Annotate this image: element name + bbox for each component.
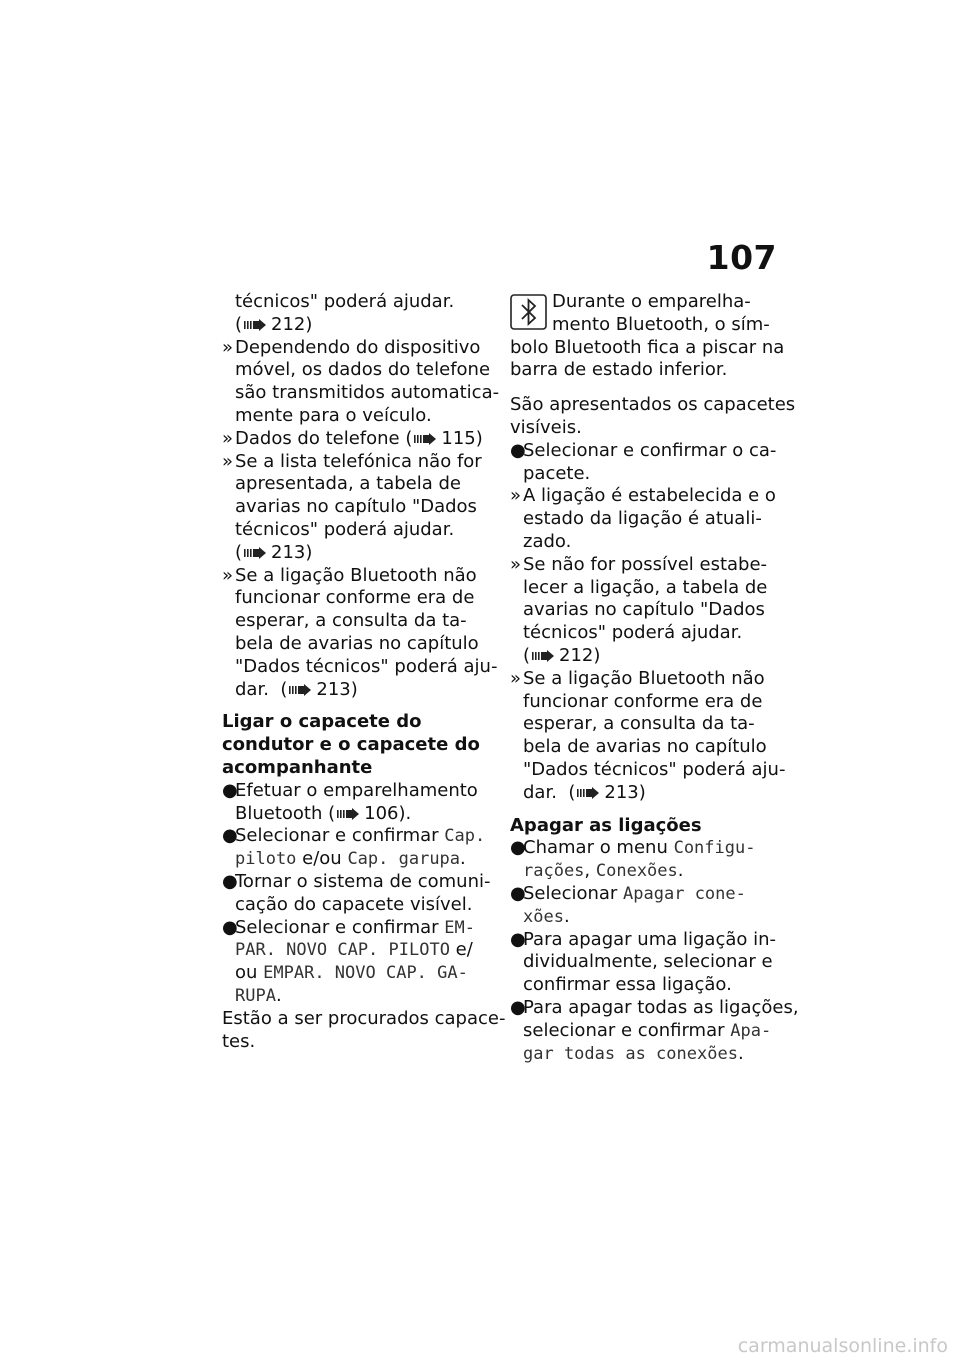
- text-line: Selecionar e confirmar: [235, 916, 445, 938]
- action-item: [222, 871, 494, 894]
- section-heading-line: Ligar o capacete do: [222, 711, 422, 733]
- result-item: [222, 565, 494, 588]
- text-line: são transmitidos automatica-: [235, 382, 500, 404]
- result-marker: »: [222, 336, 234, 358]
- text-line: Selecionar: [523, 882, 624, 904]
- text-line: bela de avarias no capítulo: [523, 736, 767, 758]
- reference-page[interactable]: 213): [316, 678, 358, 700]
- reference-page[interactable]: 212): [559, 644, 601, 666]
- result-item: [222, 451, 494, 474]
- text-line: técnicos" poderá ajudar.: [235, 291, 455, 312]
- text-line: São apresentados os capacetes: [510, 394, 796, 416]
- action-item: [510, 883, 780, 906]
- text-line: tes.: [222, 1030, 256, 1052]
- reference-arrow-icon[interactable]: [337, 808, 361, 820]
- result-item: [510, 668, 780, 691]
- menu-term: Conexões: [595, 861, 678, 882]
- text-line: [222, 962, 494, 985]
- result-marker: »: [222, 450, 234, 472]
- reference-arrow-icon[interactable]: [289, 684, 313, 696]
- text-line: Tornar o sistema de comuni-: [235, 870, 491, 892]
- menu-term: Apa-: [730, 1020, 772, 1041]
- text-line: funcionar conforme era de: [523, 690, 763, 712]
- bluetooth-icon: [510, 294, 547, 330]
- text-line: visíveis.: [510, 416, 582, 438]
- text-line: esperar, a consulta da ta-: [523, 713, 755, 735]
- text-line: dar. (: [235, 678, 288, 700]
- menu-term: Cap. garupa: [347, 849, 461, 870]
- text-line: Chamar o menu: [523, 837, 674, 859]
- text-line: mente para o veículo.: [235, 404, 432, 426]
- text-fragment: .: [563, 905, 570, 927]
- menu-term: Cap.: [444, 826, 486, 847]
- result-marker: »: [222, 564, 234, 586]
- result-item: [222, 337, 494, 360]
- menu-term: RUPA: [235, 985, 276, 1006]
- reference-arrow-icon[interactable]: [244, 319, 268, 331]
- text-fragment: selecionar e confirmar: [523, 1019, 731, 1041]
- reference-page[interactable]: 213): [604, 781, 646, 803]
- menu-term: EM-: [444, 917, 475, 938]
- reference-arrow-icon[interactable]: [414, 433, 438, 445]
- text-line: técnicos" poderá ajudar.: [235, 518, 455, 540]
- text-fragment: ou: [235, 962, 264, 984]
- text-line: móvel, os dados do telefone: [235, 359, 491, 381]
- reference-page[interactable]: 106).: [364, 802, 412, 824]
- reference-arrow-icon[interactable]: [577, 787, 601, 799]
- result-marker: »: [510, 667, 522, 689]
- reference-line: [510, 782, 780, 805]
- text-line: técnicos" poderá ajudar.: [523, 622, 743, 644]
- menu-term: PAR. NOVO CAP. PILOTO: [235, 940, 450, 961]
- text-line: lecer a ligação, a tabela de: [523, 576, 768, 598]
- text-line: funcionar conforme era de: [235, 587, 475, 609]
- text-line: bolo Bluetooth fica a piscar na: [510, 336, 785, 358]
- action-item: [510, 929, 780, 952]
- result-marker: »: [222, 427, 234, 449]
- action-marker: ●: [510, 996, 526, 1018]
- text-line: Se não for possível estabe-: [523, 553, 768, 575]
- menu-term: xões: [523, 906, 564, 927]
- action-item: [510, 837, 780, 860]
- text-line: Se a lista telefónica não for: [235, 450, 482, 472]
- left-column: [222, 291, 506, 1053]
- text-line: Para apagar uma ligação in-: [523, 928, 777, 950]
- text-line: Durante o emparelha-: [552, 291, 751, 312]
- bluetooth-note: [510, 291, 785, 382]
- action-marker: ●: [510, 882, 526, 904]
- watermark: carmanualsonline.info: [737, 1335, 948, 1357]
- paren: (: [523, 644, 531, 666]
- text-line: barra de estado inferior.: [510, 359, 728, 381]
- action-marker: ●: [222, 825, 238, 847]
- reference-line: [510, 645, 780, 668]
- text-line: esperar, a consulta da ta-: [235, 610, 467, 632]
- paren: (: [235, 541, 243, 563]
- action-item: [222, 825, 494, 848]
- result-item: [222, 428, 494, 451]
- section-heading-line: acompanhante: [222, 756, 373, 778]
- text-line: [510, 906, 780, 929]
- section-heading: Apagar as ligações: [510, 814, 702, 836]
- text-line: [222, 939, 494, 962]
- text-line: "Dados técnicos" poderá aju-: [523, 758, 786, 780]
- text-line: [222, 848, 494, 871]
- text-line: estado da ligação é atuali-: [523, 508, 762, 530]
- text-fragment: .: [460, 848, 466, 870]
- text-line: mento Bluetooth, o sím-: [552, 313, 770, 335]
- action-item: [222, 780, 494, 803]
- text-line: dar. (: [523, 781, 576, 803]
- text-line: [510, 1020, 780, 1043]
- page-number: 107: [706, 238, 777, 277]
- action-marker: ●: [222, 779, 238, 801]
- text-line: bela de avarias no capítulo: [235, 632, 479, 654]
- text-line: zado.: [523, 530, 572, 552]
- text-line: [222, 985, 494, 1008]
- text-line: pacete.: [523, 462, 591, 484]
- menu-term: gar todas as conexões: [523, 1043, 738, 1064]
- reference-page[interactable]: 213): [271, 541, 313, 563]
- menu-term: EMPAR. NOVO CAP. GA-: [263, 963, 468, 984]
- action-marker: ●: [510, 928, 526, 950]
- menu-term: piloto: [235, 849, 297, 870]
- text-line: Selecionar e confirmar: [235, 825, 445, 847]
- action-marker: ●: [222, 870, 238, 892]
- text-line: Bluetooth (: [235, 802, 336, 824]
- section-heading-line: condutor e o capacete do: [222, 734, 480, 756]
- text-line: A ligação é estabelecida e o: [523, 485, 776, 507]
- action-item: [510, 440, 780, 463]
- text-line: [510, 1043, 780, 1066]
- reference-line: [222, 679, 494, 702]
- text-line: Efetuar o emparelhamento: [235, 779, 478, 801]
- result-item: [510, 485, 780, 508]
- text-fragment: .: [275, 984, 282, 1006]
- action-marker: ●: [222, 916, 238, 938]
- text-line: avarias no capítulo "Dados: [523, 599, 765, 621]
- text-line: Dados do telefone (: [235, 427, 413, 449]
- text-fragment: .: [737, 1042, 744, 1064]
- text-line: dividualmente, selecionar e: [523, 951, 773, 973]
- result-marker: »: [510, 553, 522, 575]
- text-line: Se a ligação Bluetooth não: [523, 667, 765, 689]
- text-line: [510, 860, 780, 883]
- paren: (: [235, 313, 243, 335]
- text-line: Estão a ser procurados capace-: [222, 1007, 506, 1029]
- text-line: avarias no capítulo "Dados: [235, 496, 477, 518]
- reference-line: [222, 803, 494, 826]
- reference-page[interactable]: 212): [271, 313, 313, 335]
- text-line: "Dados técnicos" poderá aju-: [235, 655, 498, 677]
- reference-arrow-icon[interactable]: [532, 650, 556, 662]
- action-item: [510, 996, 799, 1020]
- text-line: confirmar essa ligação.: [523, 974, 732, 996]
- text-line: apresentada, a tabela de: [235, 473, 461, 495]
- action-marker: ●: [510, 439, 526, 461]
- reference-line: [222, 314, 494, 337]
- text-line: Selecionar e confirmar o ca-: [523, 439, 777, 461]
- menu-term: Configu-: [673, 838, 756, 859]
- right-column: [510, 291, 799, 1065]
- action-item: [222, 917, 494, 940]
- result-marker: »: [510, 485, 522, 507]
- text-fragment: ,: [584, 860, 596, 882]
- text-fragment: .: [677, 860, 684, 882]
- reference-arrow-icon[interactable]: [244, 547, 268, 559]
- result-item: [510, 554, 780, 577]
- action-marker: ●: [510, 837, 526, 859]
- reference-line: [222, 542, 494, 565]
- text-line: Para apagar todas as ligações,: [523, 996, 799, 1018]
- text-line: Dependendo do dispositivo: [235, 336, 481, 358]
- text-line: Se a ligação Bluetooth não: [235, 564, 477, 586]
- menu-term: rações: [523, 861, 585, 882]
- reference-page[interactable]: 115): [441, 427, 483, 449]
- text-fragment: e/ou: [296, 848, 348, 870]
- text-fragment: e/: [449, 939, 473, 961]
- text-line: cação do capacete visível.: [235, 893, 473, 915]
- menu-term: Apagar cone-: [623, 883, 746, 904]
